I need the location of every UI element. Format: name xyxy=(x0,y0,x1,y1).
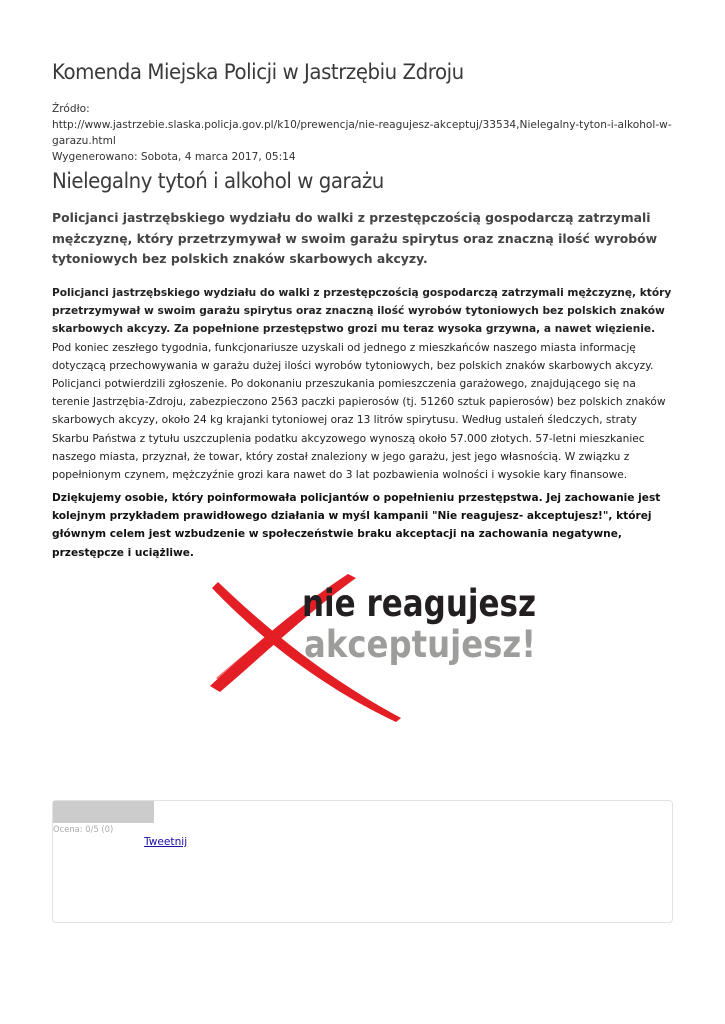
article-body-paragraph: Pod koniec zeszłego tygodnia, funkcjonariusze uzyskali od jednego z mieszkańców naszego miasta informację dotyczącą przechowywania w garażu dużej ilości wyrobów tytoniowych, bez polskich znaków skarbowych akcyzy. Policjanci potwierdzili zgłoszenie. Po dokonaniu przeszukania pomieszczenia garażowego, znajdującego się na terenie Jastrzębia-Zdroju, zabezpieczono 2563 paczki papierosów (tj. 51260 sztuk papierosów) bez polskich znaków skarbowych akcyzy, około 24 kg krajanki tytoniowej oraz 13 litrów spirytusu. Według ustaleń śledczych, straty Skarbu Państwa z tytułu uszczuplenia podatku akcyzowego wynoszą około 57.000 złotych. 57-letni mieszkaniec naszego miasta, przyznał, że towar, który został znaleziony w jego garażu, jest jego własnością. W związku z popełnionym czynem, mężczyźnie grozi kara nawet do 3 lat pozbawienia wolności i wysokie kary finansowe. xyxy=(52,341,666,482)
campaign-logo-graphic xyxy=(196,568,536,720)
article-title: Nielegalny tytoń i alkohol w garażu xyxy=(52,169,384,194)
article-body-bold: Policjanci jastrzębskiego wydziału do walki z przestępczością gospodarczą zatrzymali mężczyznę, który przetrzymywał w swoim garażu spirytus oraz znaczną ilość wyrobów tytoniowych bez polskich znaków skarbowych akcyzy. Za popełnione przestępstwo grozi mu teraz wysoka grzywna, a nawet więzienie. xyxy=(52,287,672,336)
article-closing: Dziękujemy osobie, który poinformowała policjantów o popełnieniu przestępstwa. Jej zachowanie jest kolejnym przykładem prawidłowego działania w myśl kampanii "Nie reagujesz- akceptujesz!", której głównym celem jest wzbudzenie w społeczeństwie braku akceptacji na zachowania negatywne, przestępcze i uciążliwe. xyxy=(52,492,661,559)
campaign-logo xyxy=(196,568,536,720)
rating-label: Ocena: 0/5 (0) xyxy=(53,824,114,834)
rating-stars-bar[interactable] xyxy=(53,801,154,823)
tweet-link[interactable]: Tweetnij xyxy=(144,836,188,848)
site-title: Komenda Miejska Policji w Jastrzębiu Zdroju xyxy=(52,60,464,85)
source-url: http://www.jastrzebie.slaska.policja.gov.pl/k10/prewencja/nie-reagujesz-akceptuj/33534,Nielegalny-tyton-i-alkohol-w-garazu.html xyxy=(52,119,672,147)
source-meta xyxy=(52,101,677,165)
logo-line1: nie reagujesz xyxy=(302,582,536,625)
logo-line2: akceptujesz! xyxy=(304,623,536,666)
rating-panel xyxy=(52,800,673,923)
generated-date: Wygenerowano: Sobota, 4 marca 2017, 05:14 xyxy=(52,151,296,163)
article-body xyxy=(52,284,674,484)
source-label: Źródło: xyxy=(52,103,90,115)
article-lead: Policjanci jastrzębskiego wydziału do walki z przestępczością gospodarczą zatrzymali mężczyznę, który przetrzymywał w swoim garażu spirytus oraz znaczną ilość wyrobów tytoniowych bez polskich znaków skarbowych akcyzy. xyxy=(52,210,658,266)
